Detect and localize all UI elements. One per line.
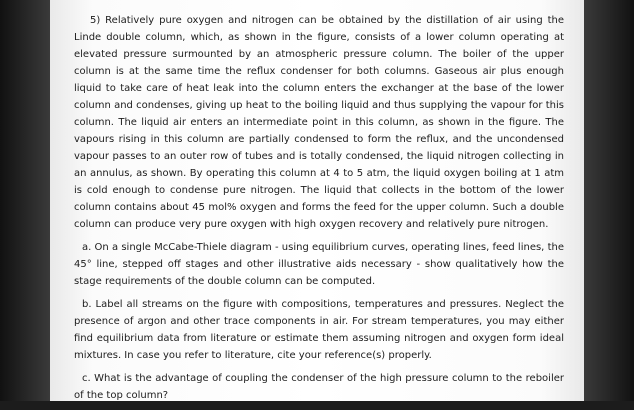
document-page (50, 0, 584, 401)
problem-statement: 5) Relatively pure oxygen and nitrogen can be obtained by the distillation of air using the Linde double column, which, as shown in the figure, consists of a lower column operating at elevated pressure surmounted by an atmospheric pressure column. The boiler of the upper column is at the same time the reflux condenser for both columns. Gaseous air plus enough liquid to take care of heat leak into the column enters the exchanger at the base of the lower column and condenses, giving up heat to the boiling liquid and thus supplying the vapour for this column. The liquid air enters an intermediate point in this column, as shown in the figure. The vapours rising in this column are partially condensed to form the reflux, and the uncondensed vapour passes to an outer row of tubes and is totally condensed, the liquid nitrogen collecting in an annulus, as shown. By operating this column at 4 to 5 atm, the liquid oxygen boiling at 1 atm is cold enough to condense pure nitrogen. The liquid that collects in the bottom of the lower column contains about 45 mol% oxygen and forms the feed for the upper column. Such a double column can produce very pure oxygen with high oxygen recovery and relatively pure nitrogen. (74, 15, 564, 230)
question-a: a. On a single McCabe-Thiele diagram - using equilibrium curves, operating lines, feed lines, the 45° line, stepped off stages and other illustrative aids necessary - show qualitatively how the stage requirements of the double column can be computed. (74, 242, 564, 287)
document-content (74, 12, 564, 410)
question-c: c. What is the advantage of coupling the condenser of the high pressure column to the reboiler of the top column? (74, 373, 564, 401)
question-b: b. Label all streams on the figure with compositions, temperatures and pressures. Neglect the presence of argon and other trace components in air. For stream temperatures, you may either find equilibrium data from literature or estimate them assuming nitrogen and oxygen form ideal mixtures. In case you refer to literature, cite your reference(s) properly. (74, 299, 564, 361)
